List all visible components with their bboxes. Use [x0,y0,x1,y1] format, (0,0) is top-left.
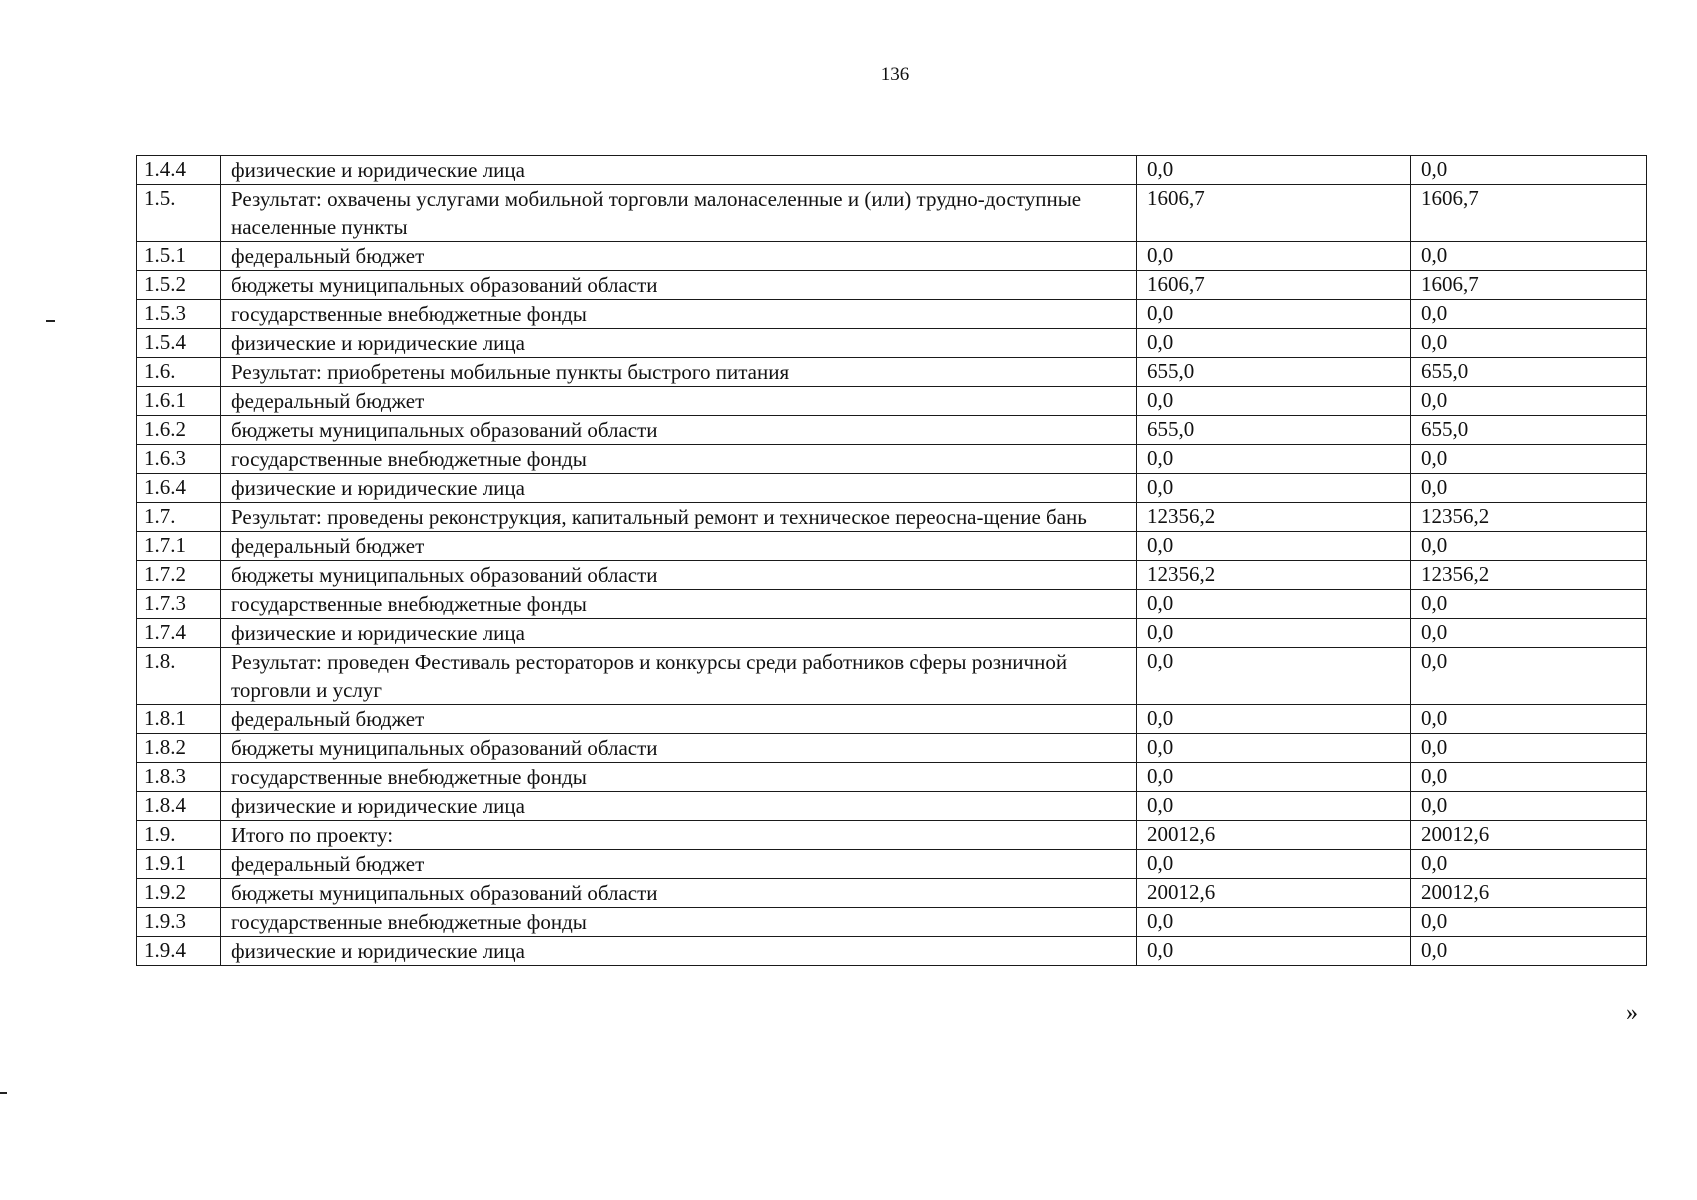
row-number: 1.6.2 [137,416,221,445]
row-number: 1.9. [137,821,221,850]
row-number: 1.9.4 [137,937,221,966]
table-row [137,185,1647,242]
table-row [137,763,1647,792]
table-row [137,156,1647,185]
row-value-1: 12356,2 [1137,561,1411,590]
row-value-2: 0,0 [1411,445,1647,474]
scan-margin-mark [0,1092,7,1094]
row-number: 1.7.1 [137,532,221,561]
row-value-1: 655,0 [1137,416,1411,445]
row-description: государственные внебюджетные фонды [221,908,1137,937]
row-value-1: 0,0 [1137,734,1411,763]
row-description: федеральный бюджет [221,705,1137,734]
row-value-1: 0,0 [1137,156,1411,185]
row-value-2: 655,0 [1411,358,1647,387]
table-row [137,908,1647,937]
row-description: физические и юридические лица [221,792,1137,821]
budget-table [136,155,1647,966]
table-row [137,445,1647,474]
row-value-2: 655,0 [1411,416,1647,445]
table-row [137,242,1647,271]
row-description: федеральный бюджет [221,850,1137,879]
row-description: Итого по проекту: [221,821,1137,850]
row-description: федеральный бюджет [221,242,1137,271]
row-value-1: 20012,6 [1137,821,1411,850]
row-number: 1.8.1 [137,705,221,734]
row-value-1: 20012,6 [1137,879,1411,908]
row-value-1: 0,0 [1137,648,1411,705]
row-value-2: 0,0 [1411,937,1647,966]
row-value-1: 0,0 [1137,329,1411,358]
table-row [137,503,1647,532]
row-value-1: 0,0 [1137,387,1411,416]
row-value-2: 0,0 [1411,850,1647,879]
row-number: 1.6.4 [137,474,221,503]
row-number: 1.6. [137,358,221,387]
row-number: 1.5.2 [137,271,221,300]
row-value-1: 0,0 [1137,619,1411,648]
row-value-1: 0,0 [1137,445,1411,474]
row-value-1: 0,0 [1137,908,1411,937]
row-value-2: 1606,7 [1411,185,1647,242]
row-number: 1.8. [137,648,221,705]
table-row [137,937,1647,966]
table-row [137,792,1647,821]
row-value-1: 0,0 [1137,590,1411,619]
scan-margin-mark [46,320,55,322]
row-number: 1.6.3 [137,445,221,474]
row-value-1: 0,0 [1137,532,1411,561]
table-row [137,416,1647,445]
row-description: физические и юридические лица [221,329,1137,358]
row-number: 1.8.2 [137,734,221,763]
row-number: 1.8.4 [137,792,221,821]
row-value-2: 0,0 [1411,908,1647,937]
row-value-1: 12356,2 [1137,503,1411,532]
table-row [137,648,1647,705]
row-value-1: 0,0 [1137,474,1411,503]
budget-table-body [137,156,1647,966]
row-number: 1.8.3 [137,763,221,792]
table-row [137,474,1647,503]
row-number: 1.9.2 [137,879,221,908]
row-value-1: 0,0 [1137,242,1411,271]
closing-quote: » [1626,1000,1638,1026]
row-value-2: 0,0 [1411,763,1647,792]
row-value-1: 1606,7 [1137,185,1411,242]
table-row [137,300,1647,329]
row-description: бюджеты муниципальных образований области [221,561,1137,590]
row-description: физические и юридические лица [221,937,1137,966]
row-description: бюджеты муниципальных образований области [221,271,1137,300]
table-row [137,271,1647,300]
table-row [137,734,1647,763]
row-number: 1.7.2 [137,561,221,590]
row-description: физические и юридические лица [221,156,1137,185]
row-number: 1.5. [137,185,221,242]
row-value-1: 0,0 [1137,300,1411,329]
row-description: государственные внебюджетные фонды [221,590,1137,619]
row-value-2: 0,0 [1411,532,1647,561]
row-description: Результат: проведены реконструкция, капитальный ремонт и техническое переосна-щение бань [221,503,1137,532]
row-value-1: 0,0 [1137,763,1411,792]
row-value-1: 0,0 [1137,850,1411,879]
row-value-2: 0,0 [1411,387,1647,416]
table-row [137,821,1647,850]
row-value-2: 0,0 [1411,734,1647,763]
row-number: 1.7.4 [137,619,221,648]
row-description: физические и юридические лица [221,619,1137,648]
table-row [137,590,1647,619]
row-description: бюджеты муниципальных образований области [221,734,1137,763]
row-number: 1.5.1 [137,242,221,271]
row-description: Результат: проведен Фестиваль рестораторов и конкурсы среди работников сферы розничной торговли и услуг [221,648,1137,705]
table-row [137,705,1647,734]
row-value-2: 0,0 [1411,648,1647,705]
row-value-2: 0,0 [1411,792,1647,821]
row-number: 1.9.3 [137,908,221,937]
table-row [137,532,1647,561]
row-number: 1.4.4 [137,156,221,185]
row-value-2: 0,0 [1411,619,1647,648]
table-row [137,329,1647,358]
row-value-1: 0,0 [1137,937,1411,966]
row-description: бюджеты муниципальных образований области [221,879,1137,908]
row-value-2: 12356,2 [1411,503,1647,532]
row-number: 1.7.3 [137,590,221,619]
row-value-1: 655,0 [1137,358,1411,387]
row-description: государственные внебюджетные фонды [221,763,1137,792]
row-number: 1.7. [137,503,221,532]
row-value-2: 20012,6 [1411,879,1647,908]
table-row [137,358,1647,387]
table-row [137,619,1647,648]
row-value-1: 0,0 [1137,792,1411,821]
row-description: федеральный бюджет [221,532,1137,561]
table-row [137,879,1647,908]
table-row [137,850,1647,879]
row-description: государственные внебюджетные фонды [221,445,1137,474]
row-value-2: 0,0 [1411,590,1647,619]
row-number: 1.5.4 [137,329,221,358]
row-number: 1.9.1 [137,850,221,879]
row-description: бюджеты муниципальных образований области [221,416,1137,445]
row-description: государственные внебюджетные фонды [221,300,1137,329]
row-description: Результат: приобретены мобильные пункты быстрого питания [221,358,1137,387]
row-value-2: 12356,2 [1411,561,1647,590]
row-value-2: 20012,6 [1411,821,1647,850]
table-row [137,561,1647,590]
table-row [137,387,1647,416]
row-value-2: 0,0 [1411,474,1647,503]
page-number: 136 [880,64,910,85]
row-number: 1.6.1 [137,387,221,416]
row-value-1: 0,0 [1137,705,1411,734]
row-description: Результат: охвачены услугами мобильной торговли малонаселенные и (или) трудно-доступные населенные пункты [221,185,1137,242]
row-value-2: 0,0 [1411,242,1647,271]
row-value-2: 0,0 [1411,156,1647,185]
row-value-2: 1606,7 [1411,271,1647,300]
row-value-2: 0,0 [1411,300,1647,329]
row-value-1: 1606,7 [1137,271,1411,300]
row-description: федеральный бюджет [221,387,1137,416]
row-description: физические и юридические лица [221,474,1137,503]
row-number: 1.5.3 [137,300,221,329]
row-value-2: 0,0 [1411,705,1647,734]
row-value-2: 0,0 [1411,329,1647,358]
